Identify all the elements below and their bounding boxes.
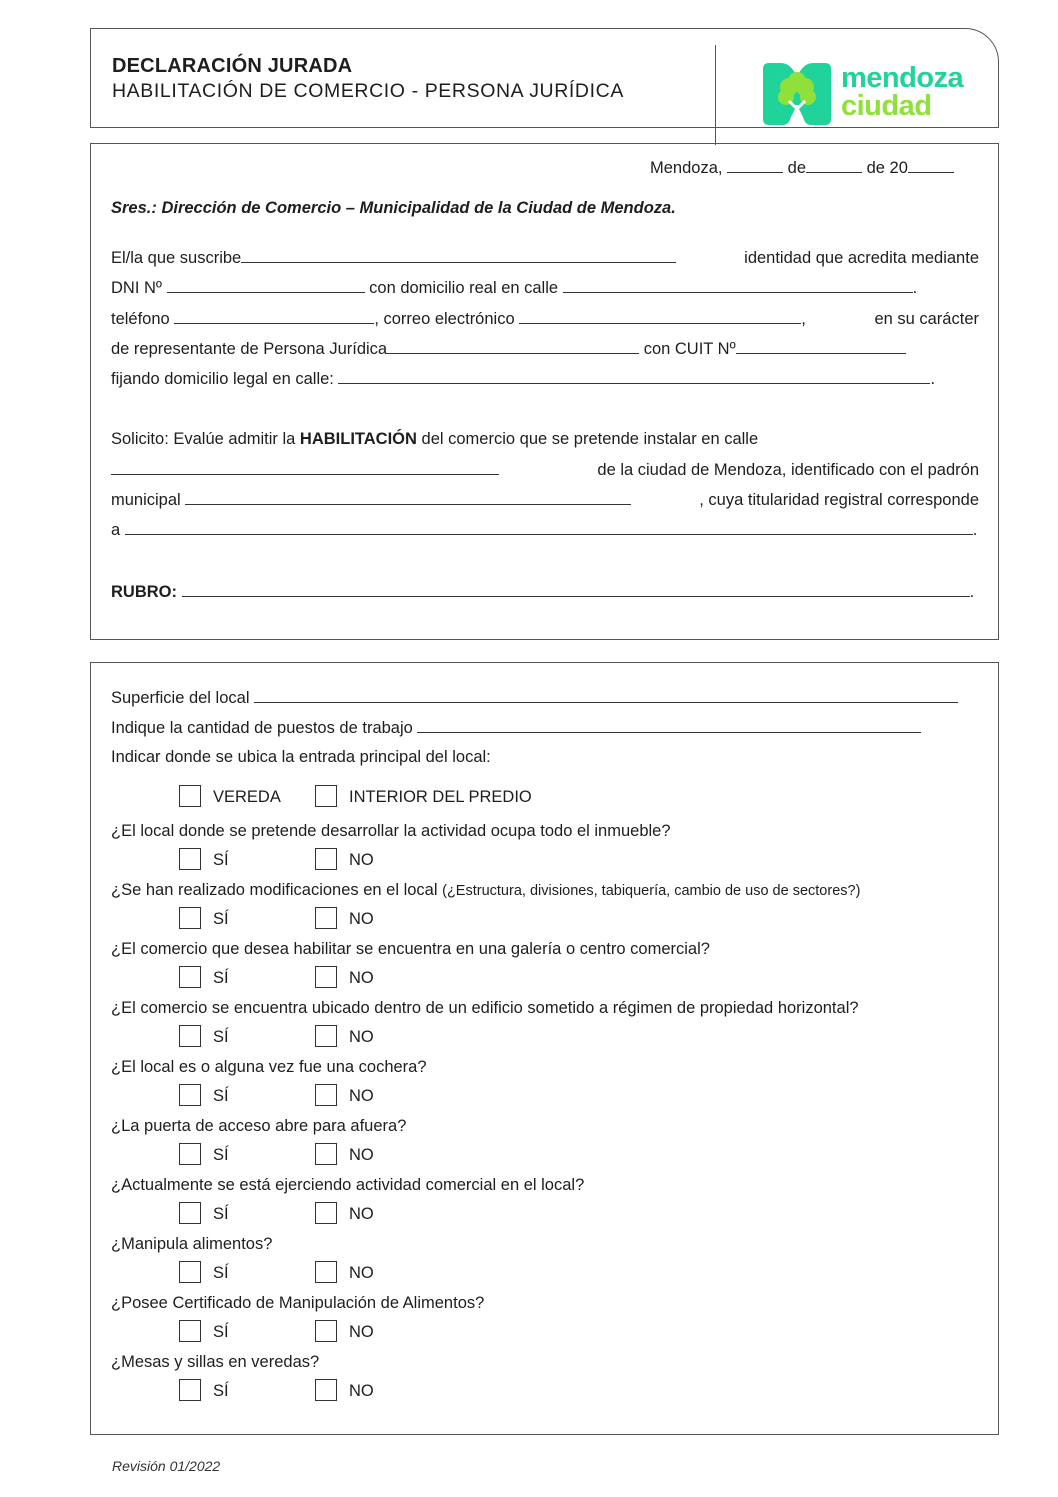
question-label: ¿El comercio se encuentra ubicado dentro de un edificio sometido a régimen de propiedad horizontal? [111,999,859,1017]
interior-predio-checkbox[interactable] [315,785,337,807]
line-titular: a . [111,521,978,539]
correo-field[interactable] [519,309,801,324]
vereda-label: VEREDA [213,788,281,806]
solicito-bold: HABILITACIÓN [299,430,417,448]
question-8-yes-checkbox[interactable] [179,1261,201,1283]
question-6-yes-label: SÍ [213,1146,229,1164]
identidad-label: identidad que acredita mediante [744,249,979,267]
mendoza-ciudad-logo [763,61,963,127]
local-questions-section [90,662,999,1435]
question-2-no-label: NO [349,910,374,928]
question-7-yes-checkbox[interactable] [179,1202,201,1224]
caracter-label: en su carácter [874,310,979,328]
dni-field[interactable] [167,278,365,293]
question-3-yes-label: SÍ [213,969,229,987]
question-7-no-checkbox[interactable] [315,1202,337,1224]
question-8-no-label: NO [349,1264,374,1282]
question-text [111,1293,484,1313]
line-domicilio-legal: fijando domicilio legal en calle: . [111,370,936,388]
question-text [111,880,860,901]
a-label: a [111,521,121,539]
domicilio-legal-label: fijando domicilio legal en calle: [111,370,334,388]
question-3-no-checkbox[interactable] [315,966,337,988]
telefono-label: teléfono [111,310,170,328]
question-4-yes-checkbox[interactable] [179,1025,201,1047]
question-9-no-checkbox[interactable] [315,1320,337,1342]
question-text [111,1352,319,1372]
question-10-no-checkbox[interactable] [315,1379,337,1401]
question-label: ¿Actualmente se está ejerciendo actividad comercial en el local? [111,1176,585,1194]
domicilio-real-field[interactable] [563,278,913,293]
line-suscribe [111,248,979,268]
document-subtitle: HABILITACIÓN DE COMERCIO - PERSONA JURÍDICA [112,80,624,102]
date-de-label: de [787,159,807,177]
line-calle-comercio [111,460,979,480]
question-1-yes-label: SÍ [213,851,229,869]
question-label: ¿Se han realizado modificaciones en el local [111,881,438,899]
question-10-no-label: NO [349,1382,374,1400]
date-day-field[interactable] [727,158,783,173]
document-title: DECLARACIÓN JURADA [112,55,353,77]
question-5-no-checkbox[interactable] [315,1084,337,1106]
question-9-no-label: NO [349,1323,374,1341]
question-label: ¿Manipula alimentos? [111,1235,273,1253]
rubro-field[interactable] [182,582,970,597]
question-8-yes-label: SÍ [213,1264,229,1282]
titular-field[interactable] [125,520,973,535]
question-2-no-checkbox[interactable] [315,907,337,929]
question-4-yes-label: SÍ [213,1028,229,1046]
question-7-no-label: NO [349,1205,374,1223]
question-7-yes-label: SÍ [213,1205,229,1223]
rubro-label: RUBRO: [111,583,177,601]
puestos-field[interactable] [417,718,921,733]
question-note: (¿Estructura, divisiones, tabiquería, cambio de uso de sectores?) [442,883,861,899]
question-3-no-label: NO [349,969,374,987]
question-9-yes-checkbox[interactable] [179,1320,201,1342]
question-text [111,1175,584,1195]
question-text [111,998,859,1018]
logo-text-ciudad: ciudad [841,90,932,122]
solicito-line [111,429,758,449]
question-5-yes-checkbox[interactable] [179,1084,201,1106]
line-puestos [111,718,921,738]
line-municipal [111,490,979,510]
question-4-no-checkbox[interactable] [315,1025,337,1047]
question-2-yes-checkbox[interactable] [179,907,201,929]
line-telefono: teléfono , correo electrónico , en su carácter [111,310,979,328]
padron-municipal-field[interactable] [185,490,631,505]
question-label: ¿El comercio que desea habilitar se encuentra en una galería o centro comercial? [111,940,710,958]
question-1-yes-checkbox[interactable] [179,848,201,870]
correo-label: correo electrónico [383,310,515,328]
line-representante [111,339,979,359]
superficie-field[interactable] [254,688,958,703]
question-6-yes-checkbox[interactable] [179,1143,201,1165]
question-10-yes-label: SÍ [213,1382,229,1400]
question-text [111,821,671,841]
name-field[interactable] [241,248,676,263]
date-city-label: Mendoza, [650,159,723,177]
vereda-checkbox[interactable] [179,785,201,807]
ciudad-padron-label: de la ciudad de Mendoza, identificado con el padrón [597,461,979,479]
question-9-yes-label: SÍ [213,1323,229,1341]
question-label: ¿El local es o alguna vez fue una cochera? [111,1058,427,1076]
question-4-no-label: NO [349,1028,374,1046]
question-label: ¿El local donde se pretende desarrollar la actividad ocupa todo el inmueble? [111,822,671,840]
question-label: ¿Posee Certificado de Manipulación de Alimentos? [111,1294,485,1312]
date-month-field[interactable] [806,158,862,173]
question-6-no-checkbox[interactable] [315,1143,337,1165]
revision-label: Revisión 01/2022 [112,1458,221,1474]
logo-m-tree-icon [763,61,831,127]
date-line [650,158,954,178]
question-text [111,939,710,959]
titularidad-label: , cuya titularidad registral corresponde [699,491,979,509]
question-2-yes-label: SÍ [213,910,229,928]
addressee: Sres.: Dirección de Comercio – Municipalidad de la Ciudad de Mendoza. [111,199,676,217]
question-text [111,1234,272,1254]
cuit-label: con CUIT Nº [643,340,736,358]
question-5-yes-label: SÍ [213,1087,229,1105]
question-1-no-label: NO [349,851,374,869]
entrada-question: Indicar donde se ubica la entrada principal del local: [111,748,491,766]
line-dni: DNI Nº con domicilio real en calle . [111,279,918,297]
solicito-suffix: del comercio que se pretende instalar en calle [421,430,759,448]
date-year-label: de 20 [866,159,908,177]
question-label: ¿La puerta de acceso abre para afuera? [111,1117,407,1135]
cuit-field[interactable] [736,339,906,354]
question-text [111,1116,406,1136]
date-year-field[interactable] [908,158,954,173]
telefono-field[interactable] [174,309,374,324]
question-8-no-checkbox[interactable] [315,1261,337,1283]
line-superficie [111,688,958,708]
municipal-label: municipal [111,491,181,509]
question-1-no-checkbox[interactable] [315,848,337,870]
question-3-yes-checkbox[interactable] [179,966,201,988]
line-rubro: RUBRO: . [111,583,975,601]
domicilio-real-label: con domicilio real en calle [369,279,559,297]
representante-label: de representante de Persona Jurídica [111,340,388,358]
persona-juridica-field[interactable] [387,339,639,354]
suscribe-label: El/la que suscribe [111,249,242,267]
superficie-label: Superficie del local [111,689,250,707]
question-10-yes-checkbox[interactable] [179,1379,201,1401]
header-divider [715,45,716,145]
dni-label: DNI Nº [111,279,162,297]
question-text [111,1057,427,1077]
solicito-prefix: Solicito: Evalúe admitir la [111,430,296,448]
question-label: ¿Mesas y sillas en veredas? [111,1353,320,1371]
domicilio-legal-field[interactable] [338,369,930,384]
question-6-no-label: NO [349,1146,374,1164]
puestos-label: Indique la cantidad de puestos de trabajo [111,719,413,737]
question-5-no-label: NO [349,1087,374,1105]
interior-predio-label: INTERIOR DEL PREDIO [349,788,532,806]
calle-comercio-field[interactable] [111,460,499,475]
logo-text-mendoza: mendoza [841,62,964,94]
